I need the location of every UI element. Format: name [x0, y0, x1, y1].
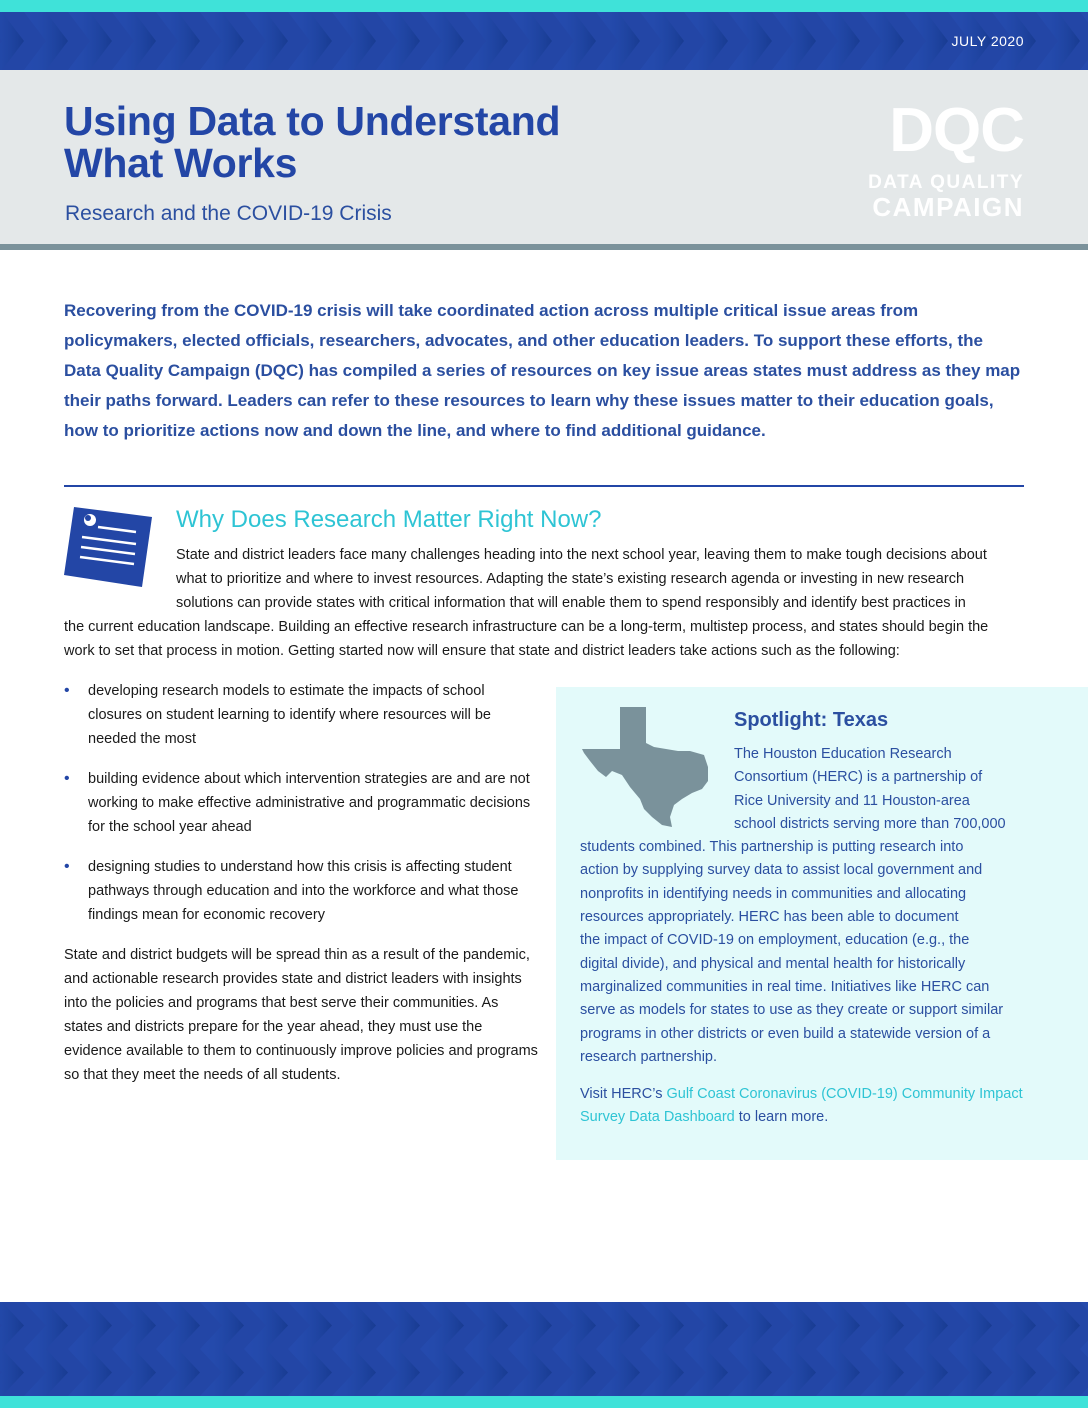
- chevron-shape: [200, 1302, 244, 1349]
- chevron-shape: [596, 1302, 640, 1349]
- chevron-shape: [684, 1302, 728, 1349]
- visit-suffix: to learn more.: [734, 1109, 829, 1126]
- paragraph-line: resources appropriately. HERC has been able to document: [580, 909, 959, 926]
- page-title: [64, 100, 704, 184]
- bullet-icon: •: [64, 770, 70, 787]
- chevron-shape: [68, 12, 112, 70]
- bottom-accent-stripe: [0, 1396, 1088, 1408]
- chevron-shape: [200, 12, 244, 70]
- section-heading: Why Does Research Matter Right Now?: [176, 506, 602, 533]
- paragraph-line: action by supplying survey data to assist local government and: [580, 862, 983, 879]
- publication-date: JULY 2020: [951, 33, 1024, 49]
- chevron-shape: [640, 1302, 684, 1349]
- chevron-shape: [508, 1302, 552, 1349]
- chevron-shape: [816, 1349, 860, 1396]
- chevron-shape: [948, 1302, 992, 1349]
- chevron-shape: [596, 12, 640, 70]
- chevron-shape: [464, 1302, 508, 1349]
- section-divider: [64, 485, 1024, 487]
- paragraph-line: nonprofits in identifying needs in communities and allocating: [580, 885, 967, 902]
- paragraph-line: digital divide), and physical and mental health for historically: [580, 955, 966, 972]
- paragraph-line: what to prioritize and where to invest resources. Adapting the state’s existing research agenda or investing in new research: [176, 571, 965, 587]
- chevron-shape: [1036, 12, 1080, 70]
- title-line-1: Using Data to Understand: [64, 98, 561, 144]
- section-paragraph-2: State and district budgets will be spread thin as a result of the pandemic, and actionable research provides state and district leaders with insights into the policies and programs that best serve their communities. As states and districts prepare for the year ahead, they must use the evidence available to them to continuously improve policies and programs so that they meet the needs of all students.: [64, 947, 538, 1083]
- chevron-shape: [332, 12, 376, 70]
- chevron-shape: [772, 1349, 816, 1396]
- header-panel: [0, 70, 1088, 250]
- chevron-shape: [596, 1349, 640, 1396]
- chevron-shape: [816, 1302, 860, 1349]
- paragraph-line: the impact of COVID-19 on employment, education (e.g., the: [580, 932, 970, 949]
- chevron-shape: [244, 1302, 288, 1349]
- list-item: [64, 767, 534, 839]
- chevron-shape: [68, 1302, 112, 1349]
- chevron-shape: [112, 1349, 156, 1396]
- chevron-shape: [0, 1302, 24, 1349]
- chevron-shape: [1036, 1302, 1080, 1349]
- chevron-shape: [200, 1349, 244, 1396]
- logo-line-2: CAMPAIGN: [872, 192, 1024, 222]
- section-paragraph-1: [64, 543, 1024, 663]
- chevron-shape: [1080, 12, 1088, 70]
- paragraph-line: research partnership.: [580, 1048, 718, 1065]
- chevron-shape: [728, 1349, 772, 1396]
- paragraph-line: Rice University and 11 Houston-area: [734, 792, 970, 809]
- spotlight-paragraph: [580, 743, 1050, 1069]
- dqc-logo: [844, 96, 1024, 224]
- chevron-shape: [156, 1302, 200, 1349]
- list-item-text: developing research models to estimate the impacts of school closures on student learning to identify where resources will be needed the most: [88, 683, 491, 747]
- bottom-banner: [0, 1302, 1088, 1408]
- paragraph-line: the current education landscape. Building an effective research infrastructure can be a long-term, multistep process, and states should begin the: [64, 619, 989, 635]
- chevron-shape: [992, 1349, 1036, 1396]
- chevron-shape: [24, 12, 68, 70]
- chevron-shape: [156, 12, 200, 70]
- chevron-shape: [508, 1349, 552, 1396]
- chevron-shape: [112, 1302, 156, 1349]
- chevron-shape: [288, 1349, 332, 1396]
- paragraph-line: Consortium (HERC) is a partnership of: [734, 769, 983, 786]
- paragraph-line: students combined. This partnership is putting research into: [580, 839, 964, 856]
- paragraph-line: The Houston Education Research: [734, 746, 952, 762]
- chevron-shape: [244, 12, 288, 70]
- chevron-shape: [376, 1302, 420, 1349]
- chevron-shape: [816, 12, 860, 70]
- logo-line-1: DATA QUALITY: [868, 172, 1024, 193]
- bullet-icon: •: [64, 682, 70, 699]
- chevron-shape: [420, 1302, 464, 1349]
- chevron-pattern: [0, 12, 1088, 70]
- chevron-shape: [684, 1349, 728, 1396]
- chevron-shape: [244, 1349, 288, 1396]
- chevron-shape: [24, 1302, 68, 1349]
- chevron-shape: [332, 1349, 376, 1396]
- chevron-shape: [948, 1349, 992, 1396]
- paragraph-line: work to set that process in motion. Getting started now will ensure that state and district leaders take actions such as the following:: [64, 643, 900, 659]
- chevron-shape: [376, 1349, 420, 1396]
- chevron-shape: [772, 12, 816, 70]
- chevron-shape: [904, 1349, 948, 1396]
- paragraph-line: State and district leaders face many challenges heading into the next school year, leaving them to make tough decisions about: [176, 547, 987, 563]
- chevron-shape: [420, 1349, 464, 1396]
- chevron-shape: [376, 12, 420, 70]
- chevron-shape: [728, 1302, 772, 1349]
- actions-bullet-list: [64, 679, 534, 943]
- intro-paragraph: Recovering from the COVID-19 crisis will take coordinated action across multiple critical issue areas from policymakers, elected officials, researchers, advocates, and other education leaders. To support these efforts, the Data Quality Campaign (DQC) has compiled a series of resources on key issue areas states must address as they map their paths forward. Leaders can refer to these resources to learn why these issues matter to their education goals, how to prioritize actions now and down the line, and where to find additional guidance.: [64, 301, 1021, 440]
- chevron-shape: [772, 1302, 816, 1349]
- paragraph-line: marginalized communities in real time. Initiatives like HERC can: [580, 978, 990, 995]
- chevron-shape: [0, 12, 24, 70]
- chevron-shape: [1080, 1349, 1088, 1396]
- chevron-shape: [112, 12, 156, 70]
- paragraph-line: programs in other districts or even build a statewide version of a: [580, 1025, 991, 1042]
- chevron-shape: [1036, 1349, 1080, 1396]
- page-subtitle: Research and the COVID-19 Crisis: [65, 202, 392, 225]
- chevron-shape: [904, 1302, 948, 1349]
- chevron-shape: [156, 1349, 200, 1396]
- chevron-shape: [288, 12, 332, 70]
- chevron-shape: [464, 12, 508, 70]
- chevron-shape: [860, 12, 904, 70]
- paragraph-line: serve as models for states to use as they create or support similar: [580, 1002, 1004, 1019]
- logo-acronym: DQC: [889, 96, 1024, 165]
- chevron-shape: [1080, 1302, 1088, 1349]
- paragraph-line: school districts serving more than 700,000: [734, 815, 1006, 832]
- chevron-shape: [464, 1349, 508, 1396]
- chevron-shape: [860, 1349, 904, 1396]
- top-accent-stripe: [0, 0, 1088, 12]
- paragraph-line: solutions can provide states with critical information that will enable them to spend responsibly and identify best practices in: [176, 595, 966, 611]
- chevron-shape: [904, 12, 948, 70]
- list-item: [64, 679, 534, 751]
- list-item-text: designing studies to understand how this crisis is affecting student pathways through education and into the workforce and what those findings mean for economic recovery: [88, 859, 519, 923]
- chevron-shape: [24, 1349, 68, 1396]
- top-banner: [0, 0, 1088, 70]
- bullet-icon: •: [64, 858, 70, 875]
- list-item-text: building evidence about which intervention strategies are and are not working to make effective administrative and programmatic decisions for the school year ahead: [88, 771, 531, 835]
- chevron-shape: [728, 12, 772, 70]
- logo-figure-icon: [844, 108, 884, 168]
- chevron-shape: [640, 1349, 684, 1396]
- chevron-shape: [552, 1349, 596, 1396]
- spotlight-visit-text: [580, 1083, 1050, 1130]
- spotlight-box: [556, 687, 1088, 1160]
- chevron-shape: [552, 12, 596, 70]
- chevron-shape: [332, 1302, 376, 1349]
- chevron-shape: [0, 1349, 24, 1396]
- chevron-shape: [552, 1302, 596, 1349]
- chevron-shape: [860, 1302, 904, 1349]
- chevron-shape: [68, 1349, 112, 1396]
- chevron-shape: [992, 1302, 1036, 1349]
- chevron-pattern: [0, 1302, 1088, 1396]
- chevron-shape: [288, 1302, 332, 1349]
- list-item: [64, 855, 534, 927]
- chevron-shape: [684, 12, 728, 70]
- spotlight-heading: Spotlight: Texas: [734, 709, 889, 731]
- chevron-shape: [508, 12, 552, 70]
- chevron-shape: [420, 12, 464, 70]
- chevron-shape: [640, 12, 684, 70]
- visit-prefix: Visit HERC’s: [580, 1086, 667, 1102]
- herc-dashboard-link[interactable]: Gulf Coast Coronavirus (COVID-19) Community Impact Survey Data Dashboard: [580, 1086, 1023, 1126]
- title-line-2: What Works: [64, 140, 298, 186]
